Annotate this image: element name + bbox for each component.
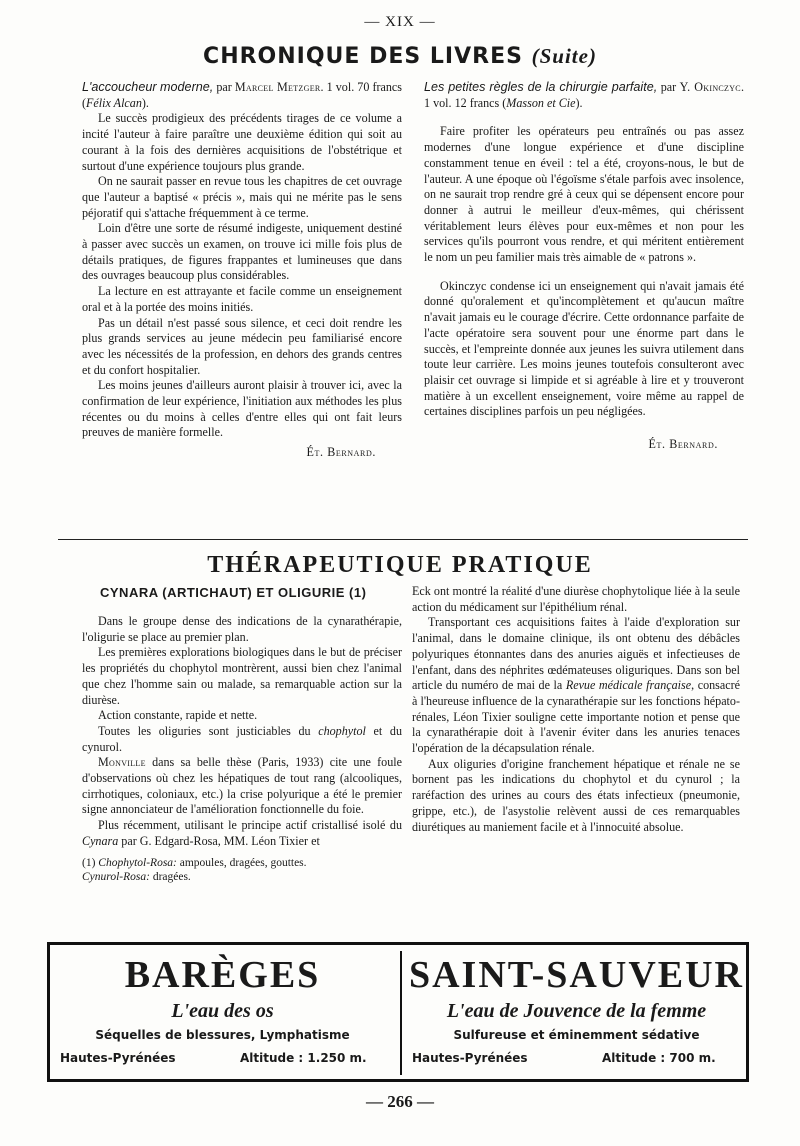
author-name: Monville bbox=[98, 755, 146, 770]
article-paragraphs bbox=[82, 614, 402, 724]
journal-title: Revue médicale française bbox=[565, 678, 692, 693]
footnote-product: Chophytol-Rosa: bbox=[98, 856, 177, 869]
paragraph: Le succès prodigieux des précédents tirages de ce volume a incité l'auteur à faire paraître une deuxième édition qui soit au courant à la fois des dernières acquisitions de l'obstétrique et surtout d'une expérience toujours plus grande. bbox=[82, 111, 402, 173]
section-divider bbox=[58, 539, 748, 540]
by-word: par bbox=[213, 80, 235, 94]
paragraph-text: et du cynurol. bbox=[82, 723, 402, 754]
book-title: L'accoucheur moderne, bbox=[82, 80, 214, 94]
bareges-region: Hautes-Pyrénées bbox=[60, 1051, 176, 1065]
chronique-right-column bbox=[424, 80, 744, 453]
paragraph-text: Toutes les oliguries sont justiciables du bbox=[98, 723, 319, 738]
review-paragraphs bbox=[82, 111, 402, 441]
paragraph-italic: chophytol bbox=[318, 723, 366, 738]
book-pubinfo: . 1 vol. 12 francs ( bbox=[424, 80, 744, 110]
saint-sauveur-altitude: Altitude : 700 m. bbox=[602, 1051, 716, 1065]
article-paragraph: Aux oliguries d'origine franchement hépatique et rénale ne se bornent pas les indications du chophytol et du cynurol ; la raréfaction des urines au cours des états infectieux (pneumonie, grippe, etc.), de l'asystolie relèvent aussi de ces remarquables diurétiques au maniement facile et à l'innocuité absolue. bbox=[412, 756, 740, 834]
therapeutique-heading: THÉRAPEUTIQUE PRATIQUE bbox=[207, 552, 593, 578]
book-publisher: Masson et Cie bbox=[506, 95, 576, 110]
paragraph: On ne saurait passer en revue tous les chapitres de cet ouvrage que l'auteur a baptisé « précis », mais qui ne mérite pas le sens péjoratif qui s'attache fréquemment à ce terme. bbox=[82, 174, 402, 220]
ad-divider bbox=[400, 951, 402, 1075]
paragraph: La lecture en est attrayante et facile comme un enseignement oral et à la portée des moins initiés. bbox=[82, 284, 402, 314]
bareges-altitude: Altitude : 1.250 m. bbox=[240, 1051, 367, 1065]
footnote bbox=[82, 856, 402, 870]
paragraph: Les moins jeunes d'ailleurs auront plaisir à trouver ici, avec la confirmation de leur expérience, l'initiation aux méthodes les plus récentes ou du moins à celles d'entre elles qui ont fait leurs preuves de manière formelle. bbox=[82, 378, 402, 440]
roman-folio: — XIX — bbox=[364, 14, 436, 30]
book-pubinfo-end: ). bbox=[575, 95, 583, 110]
book-pubinfo-end: ). bbox=[141, 95, 149, 110]
bareges-indications: Séquelles de blessures, Lymphatisme bbox=[95, 1028, 350, 1042]
article-paragraph bbox=[82, 724, 402, 755]
review-paragraphs bbox=[424, 279, 744, 420]
paragraph-text: dans sa belle thèse (Paris, 1933) cite une foule d'observations où chez les hépatiques de tout rang (alcooliques, cirrhotiques, coloniaux, etc.) la crise polyurique a été le premier signe annonciateur de l'amélioration fonctionnelle du foie. bbox=[82, 755, 402, 817]
therapeutique-left-column bbox=[82, 614, 402, 884]
chronique-heading bbox=[0, 44, 800, 69]
article-paragraph bbox=[82, 755, 402, 818]
book-publisher: Félix Alcan bbox=[86, 95, 142, 110]
saint-sauveur-tagline: L'eau de Jouvence de la femme bbox=[446, 1000, 707, 1022]
footnotes bbox=[82, 856, 402, 884]
review-signature: Ét. Bernard. bbox=[648, 437, 718, 452]
paragraph: Dans le groupe dense des indications de la cynarathérapie, l'oligurie se place au premier plan. bbox=[82, 614, 402, 644]
chronique-heading-text: CHRONIQUE DES LIVRES bbox=[203, 44, 523, 69]
book-reference bbox=[424, 80, 744, 111]
paragraph: Pas un détail n'est passé sous silence, et ceci doit rendre les plus grands services au jeune médecin peu familiarisé encore avec les nécessités de la profession, en dehors des grands centres et du confort hospitalier. bbox=[82, 315, 402, 377]
chronique-suite: (Suite) bbox=[531, 44, 597, 68]
paragraph: Faire profiter les opérateurs peu entraînés ou pas assez modernes d'une longue expérience et d'une discipline constamment tenue en éveil : tel a été, croyons-nous, le but de l'auteur. A une époque où l'égoïsme s'étale parfois avec insolence, on ne saurait trop rendre gré à ceux qui se dépensent encore pour donner à autrui le meilleur d'eux-mêmes, qui chérissent véritablement leurs élèves pour eux-mêmes et non pour les services qu'ils pourront vous rendre, et qui méritent entièrement le nom un peu familier mais très aimable de « patrons ». bbox=[424, 124, 744, 265]
paragraph: Action constante, rapide et nette. bbox=[98, 708, 258, 723]
chronique-left-column bbox=[82, 80, 402, 461]
paragraph-text: Transportant ces acquisitions faites à l'aide d'exploration sur l'animal, dans le domaine clinique, ils ont obtenu des débâcles polyuriques étonnantes dans des anuries aiguës et infectieuses de l'enfant, dans des néphrites œdémateuses oliguriques. Dans son bel article du numéro de mai de la bbox=[412, 615, 740, 693]
bareges-tagline: L'eau des os bbox=[171, 1000, 274, 1022]
review-signature: Ét. Bernard. bbox=[306, 445, 376, 460]
book-reference bbox=[82, 80, 402, 111]
footnote-text: ampoules, dragées, gouttes. bbox=[176, 856, 307, 869]
footnote-product: Cynurol-Rosa: bbox=[82, 870, 150, 883]
book-author: Marcel Metzger bbox=[234, 80, 321, 94]
paragraph-italic: Cynara bbox=[82, 833, 119, 848]
saint-sauveur-title: SAINT-SAUVEUR bbox=[408, 954, 744, 996]
therapeutique-right-column bbox=[412, 584, 740, 835]
paragraph: Okinczyc condense ici un enseignement qui n'avait jamais été donné qu'oralement et qu'incomplètement et qu'aucun maître n'avait jamais eu le courage d'écrire. Cette ordonnance parfaite de l'acte opératoire sera souvent pour une énorme part dans le succès, et l'empreinte donnée aux jeunes les suivra utilement dans toute leur carrière. Les moins jeunes toutefois consulteront avec plaisir cet ouvrage si limpide et si agréable à lire et y trouveront matière à un excellent enseignement, voire même au rappel de certaines disciplines parfois un peu négligées. bbox=[424, 278, 744, 419]
article-subtitle: CYNARA (ARTICHAUT) ET OLIGURIE (1) bbox=[100, 585, 367, 600]
book-pubinfo: . 1 vol. 70 francs ( bbox=[82, 80, 402, 110]
footnote-text: dragées. bbox=[149, 870, 191, 883]
paragraph-text: Plus récemment, utilisant le principe actif cristallisé isolé du bbox=[98, 818, 402, 833]
review-paragraphs bbox=[424, 124, 744, 265]
article-paragraph: Eck ont montré la réalité d'une diurèse chophytolique liée à la seule action du médicament sur l'épithélium rénal. bbox=[412, 584, 740, 614]
book-author: Y. Okinczyc bbox=[679, 80, 741, 94]
by-word: par bbox=[657, 80, 680, 94]
bareges-title: BARÈGES bbox=[124, 954, 321, 996]
paragraph: Loin d'être une sorte de résumé indigeste, uniquement destiné à passer avec succès un examen, on trouve ici mille fois plus de détails pratiques, de figures frappantes et lumineuses que dans des ouvrages beaucoup plus considérables. bbox=[82, 221, 402, 283]
book-title: Les petites règles de la chirurgie parfaite, bbox=[424, 80, 658, 94]
saint-sauveur-indications: Sulfureuse et éminemment sédative bbox=[453, 1028, 700, 1042]
footnote bbox=[82, 870, 402, 884]
footnote-number: (1) bbox=[82, 856, 99, 869]
article-paragraph bbox=[412, 615, 740, 756]
page-number: — 266 — bbox=[366, 1092, 434, 1111]
paragraph: Les premières explorations biologiques dans le but de préciser les propriétés du chophytol montrèrent, aussi bien chez l'animal que chez l'homme sain ou malade, sa remarquable action sur la diurèse. bbox=[82, 645, 402, 707]
paragraph-text: par G. Edgard-Rosa, MM. Léon Tixier et bbox=[118, 833, 320, 848]
spa-advertisement bbox=[47, 942, 749, 1082]
paragraph-text: , consacré à l'heureuse influence de la cynarathérapie sur les fonctions hépato-rénales, Léon Tixier souligne cette importante notion et pense que la cynarathérapie doit à l'avenir éviter dans les anuries tenaces l'opération de la décapsulation rénale. bbox=[412, 678, 740, 756]
saint-sauveur-region: Hautes-Pyrénées bbox=[412, 1051, 528, 1065]
article-paragraph bbox=[82, 818, 402, 849]
